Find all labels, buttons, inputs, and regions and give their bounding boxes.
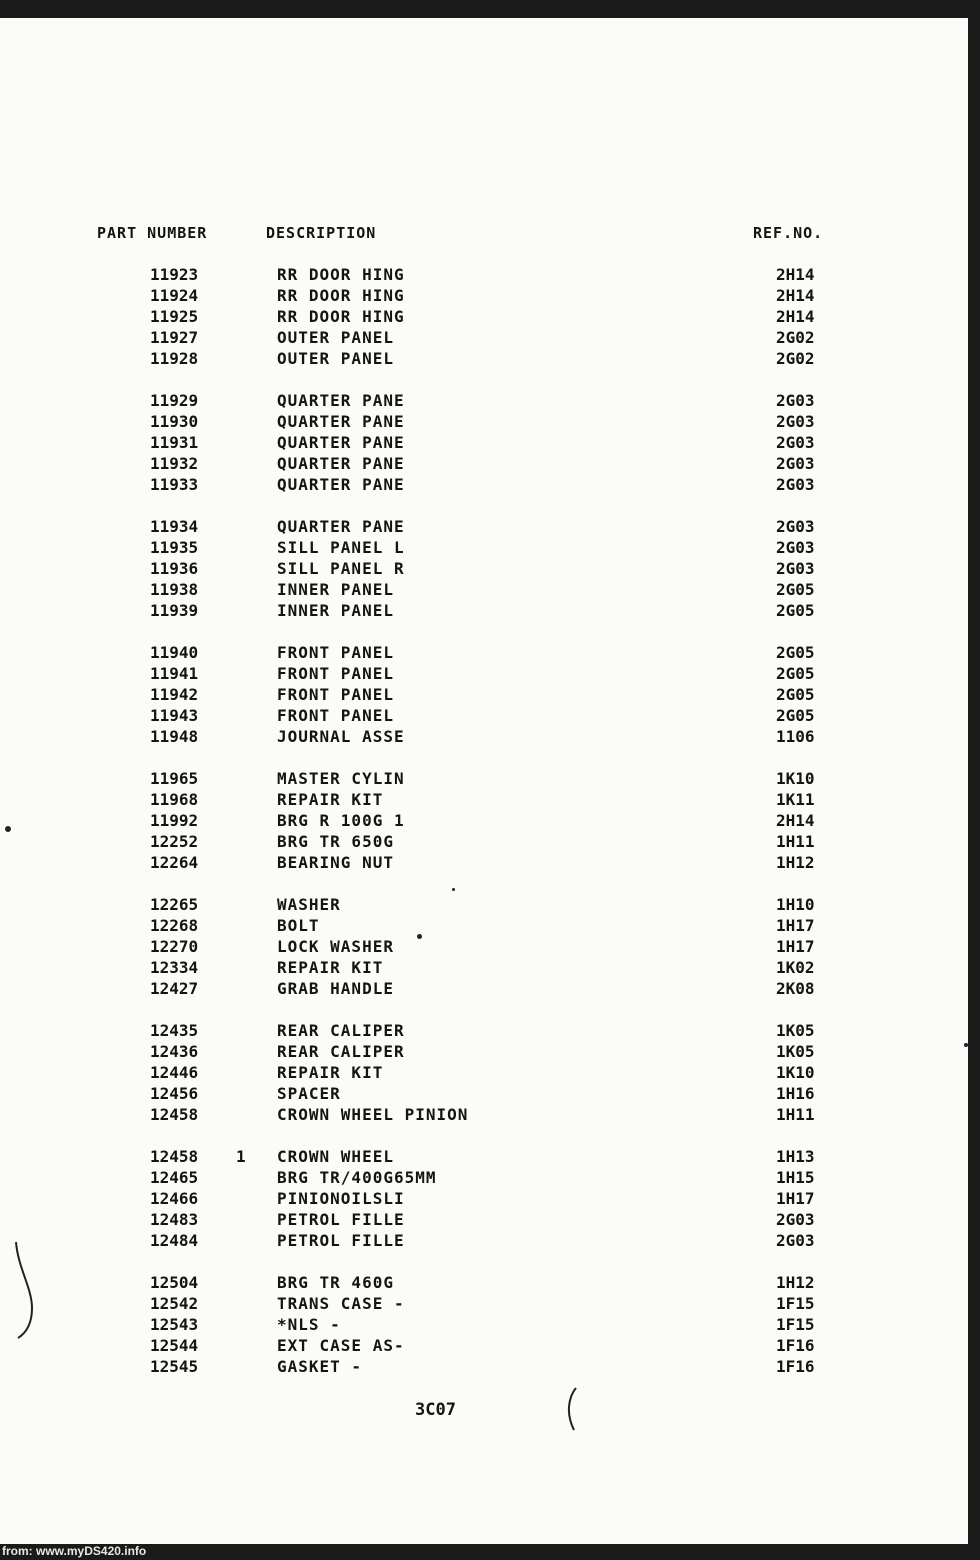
description-cell: BRG TR 650G <box>277 832 394 851</box>
table-row <box>0 936 968 957</box>
ref-no-cell: 2G02 <box>776 349 815 368</box>
description-cell: QUARTER PANE <box>277 454 405 473</box>
ref-no-cell: 1K05 <box>776 1021 815 1040</box>
part-number-cell: 12544 <box>150 1336 199 1355</box>
part-number-cell: 12542 <box>150 1294 199 1313</box>
ref-no-cell: 2G03 <box>776 517 815 536</box>
ref-no-cell: 2H14 <box>776 286 815 305</box>
ref-no-cell: 2G03 <box>776 1231 815 1250</box>
description-cell: BEARING NUT <box>277 853 394 872</box>
part-number-cell: 11936 <box>150 559 199 578</box>
description-cell: MASTER CYLIN <box>277 769 405 788</box>
table-row <box>0 768 968 789</box>
part-number-cell: 11924 <box>150 286 199 305</box>
table-row <box>0 642 968 663</box>
table-row <box>0 1314 968 1335</box>
part-number-cell: 11930 <box>150 412 199 431</box>
table-row <box>0 1272 968 1293</box>
scan-speck <box>964 1043 968 1047</box>
part-number-cell: 11939 <box>150 601 199 620</box>
table-row <box>0 432 968 453</box>
ref-no-cell: 1106 <box>776 727 815 746</box>
part-number-cell: 11929 <box>150 391 199 410</box>
part-number-cell: 11942 <box>150 685 199 704</box>
scan-pen-mark <box>562 1386 582 1436</box>
description-cell: JOURNAL ASSE <box>277 727 405 746</box>
ref-no-cell: 2G05 <box>776 685 815 704</box>
part-number-cell: 11941 <box>150 664 199 683</box>
table-row <box>0 1188 968 1209</box>
part-number-cell: 12504 <box>150 1273 199 1292</box>
page-code: 3C07 <box>415 1400 456 1420</box>
description-cell: FRONT PANEL <box>277 643 394 662</box>
ref-no-cell: 2G05 <box>776 601 815 620</box>
part-number-cell: 12465 <box>150 1168 199 1187</box>
ref-no-cell: 1H17 <box>776 937 815 956</box>
parts-list-sheet <box>0 18 968 1544</box>
quantity-cell: 1 <box>236 1147 246 1166</box>
table-row <box>0 1146 968 1167</box>
table-row <box>0 558 968 579</box>
description-cell: PETROL FILLE <box>277 1231 405 1250</box>
table-row <box>0 285 968 306</box>
table-row <box>0 327 968 348</box>
description-cell: RR DOOR HING <box>277 265 405 284</box>
description-cell: PINIONOILSLI <box>277 1189 405 1208</box>
ref-no-cell: 1K05 <box>776 1042 815 1061</box>
ref-no-cell: 2G02 <box>776 328 815 347</box>
ref-no-cell: 2G05 <box>776 706 815 725</box>
scan-speck <box>5 826 11 832</box>
part-number-cell: 12466 <box>150 1189 199 1208</box>
part-number-cell: 11938 <box>150 580 199 599</box>
table-row <box>0 852 968 873</box>
description-cell: REPAIR KIT <box>277 790 384 809</box>
part-number-cell: 11932 <box>150 454 199 473</box>
table-row <box>0 390 968 411</box>
part-number-cell: 11948 <box>150 727 199 746</box>
ref-no-cell: 1H16 <box>776 1084 815 1103</box>
description-cell: REAR CALIPER <box>277 1042 405 1061</box>
table-row <box>0 1062 968 1083</box>
table-row <box>0 1167 968 1188</box>
ref-no-cell: 1H15 <box>776 1168 815 1187</box>
table-row <box>0 915 968 936</box>
ref-no-cell: 1K11 <box>776 790 815 809</box>
table-row <box>0 789 968 810</box>
ref-no-cell: 1H17 <box>776 1189 815 1208</box>
part-number-cell: 11928 <box>150 349 199 368</box>
description-cell: *NLS - <box>277 1315 341 1334</box>
description-cell: SILL PANEL L <box>277 538 405 557</box>
description-cell: BRG R 100G 1 <box>277 811 405 830</box>
ref-no-cell: 2H14 <box>776 811 815 830</box>
ref-no-cell: 1K10 <box>776 1063 815 1082</box>
part-number-cell: 12436 <box>150 1042 199 1061</box>
table-row <box>0 264 968 285</box>
part-number-cell: 12545 <box>150 1357 199 1376</box>
part-number-cell: 12270 <box>150 937 199 956</box>
table-row <box>0 831 968 852</box>
description-cell: OUTER PANEL <box>277 328 394 347</box>
table-row <box>0 348 968 369</box>
table-row <box>0 894 968 915</box>
description-cell: FRONT PANEL <box>277 685 394 704</box>
table-row <box>0 705 968 726</box>
table-row <box>0 537 968 558</box>
header-part-number: PART NUMBER <box>97 224 208 242</box>
table-row <box>0 684 968 705</box>
ref-no-cell: 2G03 <box>776 538 815 557</box>
ref-no-cell: 2K08 <box>776 979 815 998</box>
table-row <box>0 516 968 537</box>
table-row <box>0 1104 968 1125</box>
part-number-cell: 11925 <box>150 307 199 326</box>
part-number-cell: 12427 <box>150 979 199 998</box>
description-cell: CROWN WHEEL PINION <box>277 1105 469 1124</box>
ref-no-cell: 2G05 <box>776 580 815 599</box>
table-row <box>0 1020 968 1041</box>
ref-no-cell: 1K02 <box>776 958 815 977</box>
part-number-cell: 12446 <box>150 1063 199 1082</box>
part-number-cell: 12264 <box>150 853 199 872</box>
table-row <box>0 474 968 495</box>
ref-no-cell: 1K10 <box>776 769 815 788</box>
part-number-cell: 11965 <box>150 769 199 788</box>
description-cell: EXT CASE AS- <box>277 1336 405 1355</box>
table-row <box>0 1209 968 1230</box>
description-cell: REPAIR KIT <box>277 1063 384 1082</box>
ref-no-cell: 2G03 <box>776 475 815 494</box>
part-number-cell: 11943 <box>150 706 199 725</box>
table-row <box>0 957 968 978</box>
ref-no-cell: 2G03 <box>776 1210 815 1229</box>
ref-no-cell: 2G05 <box>776 643 815 662</box>
description-cell: BRG TR/400G65MM <box>277 1168 437 1187</box>
table-row <box>0 579 968 600</box>
part-number-cell: 11923 <box>150 265 199 284</box>
description-cell: QUARTER PANE <box>277 475 405 494</box>
ref-no-cell: 1H12 <box>776 1273 815 1292</box>
part-number-cell: 12252 <box>150 832 199 851</box>
part-number-cell: 11934 <box>150 517 199 536</box>
description-cell: REAR CALIPER <box>277 1021 405 1040</box>
description-cell: TRANS CASE - <box>277 1294 405 1313</box>
ref-no-cell: 2H14 <box>776 265 815 284</box>
part-number-cell: 11992 <box>150 811 199 830</box>
description-cell: SILL PANEL R <box>277 559 405 578</box>
ref-no-cell: 2G03 <box>776 559 815 578</box>
ref-no-cell: 1H10 <box>776 895 815 914</box>
part-number-cell: 12458 <box>150 1147 199 1166</box>
header-description: DESCRIPTION <box>266 224 377 242</box>
description-cell: BRG TR 460G <box>277 1273 394 1292</box>
description-cell: RR DOOR HING <box>277 286 405 305</box>
table-row <box>0 306 968 327</box>
description-cell: FRONT PANEL <box>277 664 394 683</box>
ref-no-cell: 1F16 <box>776 1357 815 1376</box>
header-ref-no: REF.NO. <box>753 224 824 242</box>
description-cell: LOCK WASHER <box>277 937 394 956</box>
ref-no-cell: 1H13 <box>776 1147 815 1166</box>
table-row <box>0 726 968 747</box>
table-row <box>0 810 968 831</box>
part-number-cell: 12268 <box>150 916 199 935</box>
part-number-cell: 11940 <box>150 643 199 662</box>
table-row <box>0 600 968 621</box>
part-number-cell: 12458 <box>150 1105 199 1124</box>
description-cell: SPACER <box>277 1084 341 1103</box>
table-row <box>0 411 968 432</box>
description-cell: INNER PANEL <box>277 601 394 620</box>
part-number-cell: 11931 <box>150 433 199 452</box>
table-row <box>0 978 968 999</box>
part-number-cell: 12543 <box>150 1315 199 1334</box>
description-cell: INNER PANEL <box>277 580 394 599</box>
ref-no-cell: 2G03 <box>776 391 815 410</box>
table-row <box>0 663 968 684</box>
ref-no-cell: 1H11 <box>776 1105 815 1124</box>
table-row <box>0 453 968 474</box>
description-cell: QUARTER PANE <box>277 517 405 536</box>
part-number-cell: 11933 <box>150 475 199 494</box>
part-number-cell: 11968 <box>150 790 199 809</box>
description-cell: QUARTER PANE <box>277 412 405 431</box>
part-number-cell: 11927 <box>150 328 199 347</box>
table-row <box>0 1083 968 1104</box>
part-number-cell: 12334 <box>150 958 199 977</box>
description-cell: PETROL FILLE <box>277 1210 405 1229</box>
table-row <box>0 1230 968 1251</box>
description-cell: CROWN WHEEL <box>277 1147 394 1166</box>
ref-no-cell: 1H12 <box>776 853 815 872</box>
part-number-cell: 12265 <box>150 895 199 914</box>
description-cell: FRONT PANEL <box>277 706 394 725</box>
table-row <box>0 1293 968 1314</box>
table-row <box>0 1041 968 1062</box>
table-row <box>0 1356 968 1377</box>
description-cell: WASHER <box>277 895 341 914</box>
table-row <box>0 1335 968 1356</box>
description-cell: RR DOOR HING <box>277 307 405 326</box>
description-cell: QUARTER PANE <box>277 433 405 452</box>
ref-no-cell: 1F15 <box>776 1315 815 1334</box>
ref-no-cell: 1H11 <box>776 832 815 851</box>
ref-no-cell: 1H17 <box>776 916 815 935</box>
part-number-cell: 12435 <box>150 1021 199 1040</box>
part-number-cell: 11935 <box>150 538 199 557</box>
ref-no-cell: 2G03 <box>776 412 815 431</box>
description-cell: GRAB HANDLE <box>277 979 394 998</box>
ref-no-cell: 1F16 <box>776 1336 815 1355</box>
scan-speck <box>452 888 455 891</box>
ref-no-cell: 2G05 <box>776 664 815 683</box>
description-cell: REPAIR KIT <box>277 958 384 977</box>
ref-no-cell: 2H14 <box>776 307 815 326</box>
part-number-cell: 12456 <box>150 1084 199 1103</box>
ref-no-cell: 2G03 <box>776 454 815 473</box>
ref-no-cell: 1F15 <box>776 1294 815 1313</box>
description-cell: GASKET - <box>277 1357 363 1376</box>
ref-no-cell: 2G03 <box>776 433 815 452</box>
description-cell: OUTER PANEL <box>277 349 394 368</box>
scan-speck <box>417 934 422 939</box>
scan-pen-mark <box>6 1238 42 1348</box>
source-footer: from: www.myDS420.info <box>2 1544 147 1558</box>
description-cell: BOLT <box>277 916 320 935</box>
part-number-cell: 12483 <box>150 1210 199 1229</box>
part-number-cell: 12484 <box>150 1231 199 1250</box>
description-cell: QUARTER PANE <box>277 391 405 410</box>
